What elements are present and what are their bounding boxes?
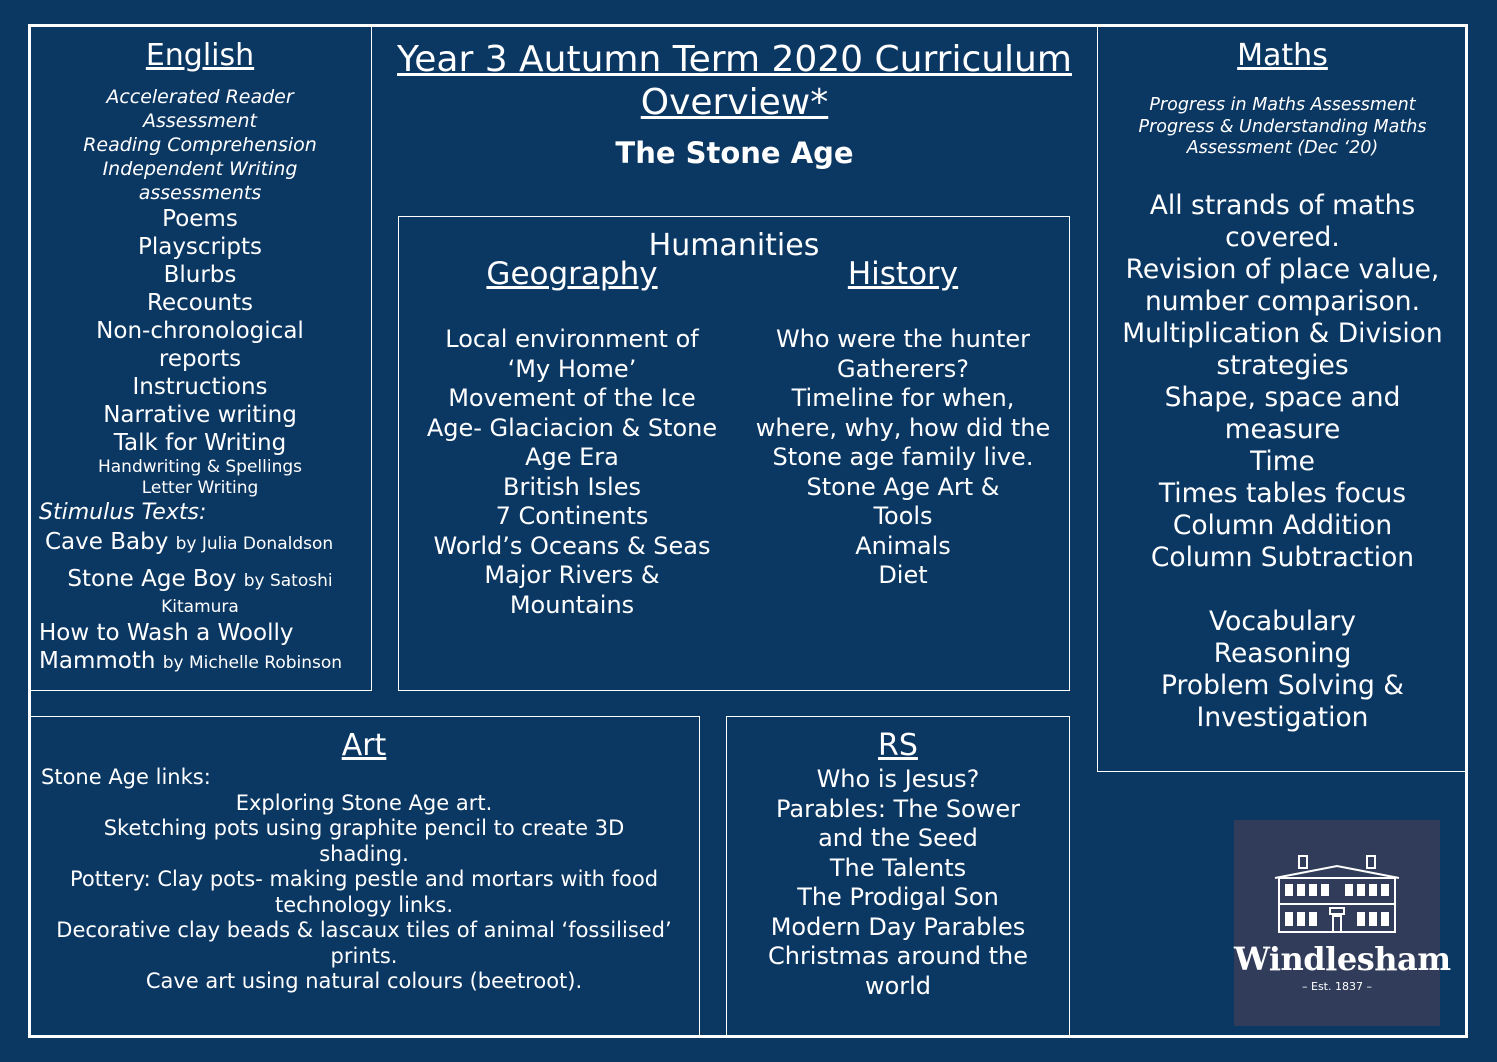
maths-item: Multiplication & Division strategies xyxy=(1122,317,1443,381)
geography-item: Age- Glaciacion & Stone xyxy=(426,413,718,442)
art-item: Pottery: Clay pots- making pestle and mortars with food technology links. xyxy=(69,867,659,917)
geography-item: Local environment of xyxy=(445,325,699,353)
art-item: Cave art using natural colours (beetroot). xyxy=(145,969,583,993)
geography-item: World’s Oceans & Seas xyxy=(433,531,711,560)
rs-item: The Talents xyxy=(829,853,967,882)
rs-panel xyxy=(726,716,1070,1038)
rs-item: Christmas around the world xyxy=(767,942,1029,1000)
english-item: Poems xyxy=(162,206,238,232)
geography-item: ‘My Home’ xyxy=(507,354,637,383)
history-item: Timeline for when, xyxy=(791,384,1015,412)
rs-item: Modern Day Parables xyxy=(770,912,1026,941)
maths-item: Time xyxy=(1250,445,1315,477)
art-item: Exploring Stone Age art. xyxy=(235,790,493,815)
history-heading: History xyxy=(847,256,959,292)
geography-items xyxy=(407,325,737,620)
english-heading: English xyxy=(145,38,255,73)
humanities-heading: Humanities xyxy=(648,228,820,263)
maths-item: Shape, space and measure xyxy=(1164,381,1401,445)
maths-panel xyxy=(1097,26,1468,772)
school-logo xyxy=(1234,820,1451,1026)
text-title: How to Wash a Woolly Mammoth xyxy=(39,620,294,674)
history-item: Stone age family live. xyxy=(772,443,1034,471)
english-item: Playscripts xyxy=(137,234,263,260)
history-item: where, why, how did the xyxy=(755,413,1051,442)
humanities-panel xyxy=(398,216,1070,691)
history-items xyxy=(743,325,1063,591)
page-title: Year 3 Autumn Term 2020 Curriculum Overview* xyxy=(397,39,1072,123)
geography-column xyxy=(407,257,737,620)
art-intro: Stone Age links: xyxy=(41,765,211,789)
stimulus-text xyxy=(29,567,371,619)
geography-item: Movement of the Ice xyxy=(448,384,696,412)
history-item: Stone Age Art & xyxy=(806,472,1000,501)
maths-assessment: Progress & Understanding Maths Assessment (Dec ‘20) xyxy=(1138,116,1427,158)
maths-item: Column Addition xyxy=(1172,509,1393,541)
stimulus-text xyxy=(29,619,371,677)
english-item: Non-chronological reports xyxy=(96,318,304,372)
history-item: Tools xyxy=(873,502,933,530)
text-author: by Julia Donaldson xyxy=(175,534,334,554)
geography-item: British Isles xyxy=(503,472,641,501)
maths-assessments xyxy=(1098,95,1467,160)
geography-item: Age Era xyxy=(525,443,619,471)
maths-assessment: Progress in Maths Assessment xyxy=(1149,95,1416,115)
topic-title: The Stone Age xyxy=(615,136,854,170)
text-title: Cave Baby xyxy=(45,529,169,555)
rs-item: The Prodigal Son xyxy=(797,883,999,911)
english-panel xyxy=(28,26,372,691)
history-column xyxy=(743,257,1063,591)
english-small-item: Letter Writing xyxy=(141,478,259,498)
english-small-item: Handwriting & Spellings xyxy=(97,457,303,477)
art-item: Decorative clay beads & lascaux tiles of animal ‘fossilised’ prints. xyxy=(56,918,672,968)
geography-item: Mountains xyxy=(509,590,635,619)
maths-item: Problem Solving & Investigation xyxy=(1161,669,1404,733)
geography-item: Major Rivers & xyxy=(484,561,660,589)
school-building-icon xyxy=(1273,852,1401,936)
maths-item: Vocabulary xyxy=(1209,605,1356,637)
art-panel xyxy=(28,716,700,1038)
rs-item: Who is Jesus? xyxy=(816,765,980,793)
maths-items xyxy=(1098,190,1467,734)
english-assessment: Reading Comprehension xyxy=(83,134,317,156)
maths-item: All strands of maths covered. xyxy=(1149,189,1416,253)
maths-item: Reasoning xyxy=(1213,637,1352,669)
title-area xyxy=(372,26,1097,170)
history-item: Who were the hunter xyxy=(775,325,1031,353)
english-item: Blurbs xyxy=(163,262,237,288)
logo-established: – Est. 1837 – xyxy=(1302,980,1372,993)
text-author: by Michelle Robinson xyxy=(162,653,343,673)
stimulus-text xyxy=(29,527,371,559)
english-item: Instructions xyxy=(132,374,268,400)
text-title: Stone Age Boy xyxy=(67,566,237,592)
rs-heading: RS xyxy=(878,728,918,763)
rs-item: Parables: The Sower and the Seed xyxy=(775,794,1020,852)
history-item: Gatherers? xyxy=(837,354,969,383)
english-item: Recounts xyxy=(147,290,253,316)
maths-item: Times tables focus xyxy=(1158,477,1407,509)
english-items xyxy=(29,205,371,499)
text-author: by Satoshi Kitamura xyxy=(161,571,333,617)
art-heading: Art xyxy=(341,728,387,763)
logo-name: Windlesham xyxy=(1234,940,1451,978)
maths-item: Revision of place value, number comparison. xyxy=(1125,253,1440,317)
geography-item: 7 Continents xyxy=(495,502,649,530)
geography-heading: Geography xyxy=(486,256,658,292)
maths-heading: Maths xyxy=(1237,38,1328,73)
art-item: Sketching pots using graphite pencil to create 3D shading. xyxy=(103,816,625,866)
history-item: Animals xyxy=(855,531,951,560)
english-item: Narrative writing xyxy=(103,402,297,428)
english-assessments xyxy=(29,85,371,205)
english-assessment: Independent Writing assessments xyxy=(102,158,298,204)
history-item: Diet xyxy=(878,561,928,589)
english-assessment: Accelerated Reader Assessment xyxy=(106,86,294,132)
maths-item: Column Subtraction xyxy=(1150,541,1415,573)
english-item: Talk for Writing xyxy=(113,430,287,456)
stimulus-label: Stimulus Texts: xyxy=(39,500,207,525)
